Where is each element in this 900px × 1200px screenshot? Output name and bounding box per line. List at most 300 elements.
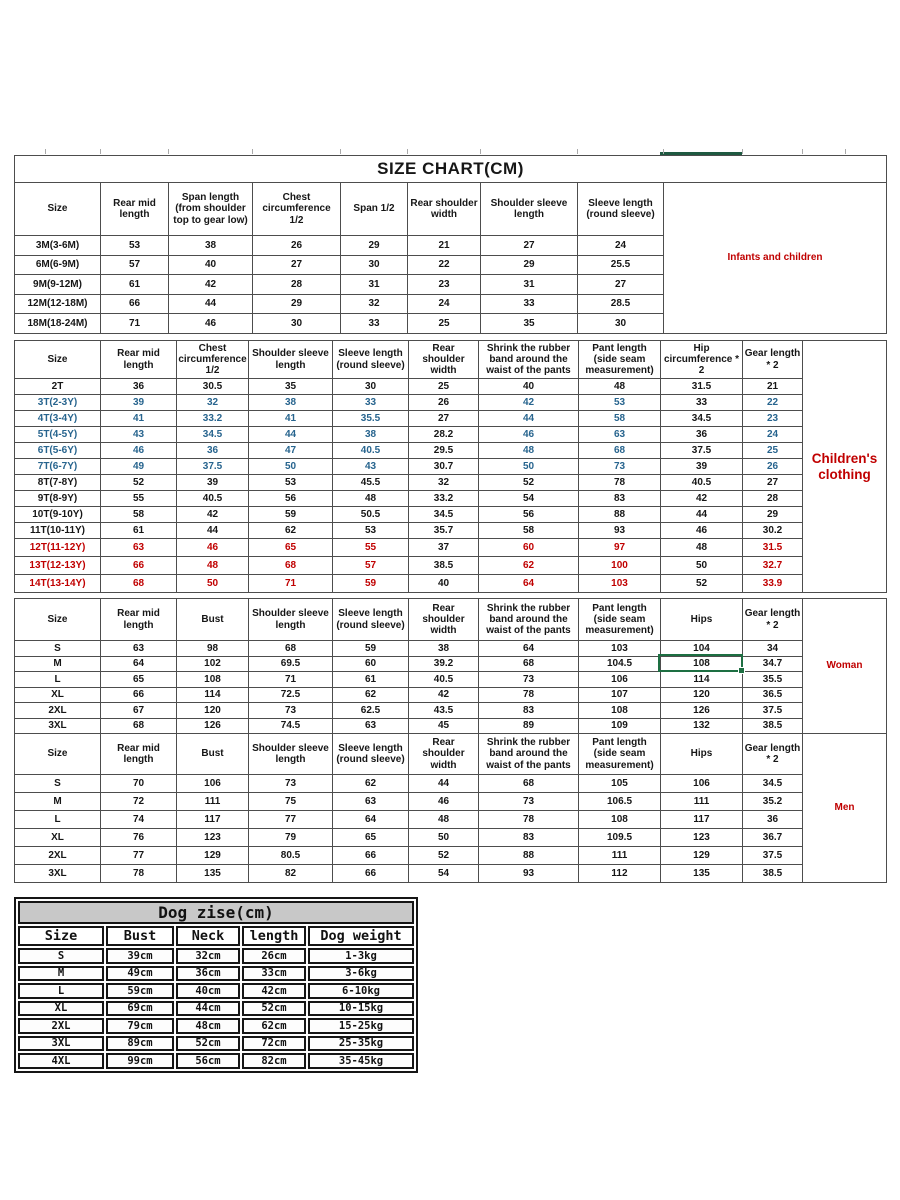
- size-value-cell: 40.5: [661, 475, 743, 491]
- dog-table-title-row: [18, 901, 414, 924]
- size-value-cell: 105: [579, 775, 661, 793]
- row-size-label: 3M(3-6M): [15, 236, 101, 256]
- page-title: SIZE CHART(CM): [15, 156, 887, 183]
- size-value-cell: 28.5: [578, 294, 664, 314]
- size-value-cell: 104.5: [579, 656, 661, 672]
- size-value-cell: 28: [743, 491, 803, 507]
- size-value-cell: 73: [249, 775, 333, 793]
- size-value-cell: 48: [409, 811, 479, 829]
- dog-value-cell: 10-15kg: [308, 1001, 414, 1017]
- gridline-tick: [480, 149, 481, 154]
- size-value-cell: 83: [479, 703, 579, 719]
- size-value-cell: 24: [408, 294, 481, 314]
- row-size-label: 2XL: [15, 703, 101, 719]
- size-value-cell: 58: [579, 411, 661, 427]
- gridline-tick: [45, 149, 46, 154]
- row-size-label: M: [15, 656, 101, 672]
- size-value-cell: 111: [579, 847, 661, 865]
- row-size-label: 6T(5-6Y): [15, 443, 101, 459]
- size-value-cell: 68: [579, 443, 661, 459]
- size-value-cell: 46: [169, 314, 253, 334]
- size-value-cell: 71: [101, 314, 169, 334]
- gridline-tick: [577, 149, 578, 154]
- size-value-cell: 64: [479, 641, 579, 657]
- size-value-cell: 37.5: [661, 443, 743, 459]
- size-value-cell: 50.5: [333, 507, 409, 523]
- size-value-cell: 46: [479, 427, 579, 443]
- dog-value-cell: 52cm: [242, 1001, 306, 1017]
- size-value-cell: 66: [333, 865, 409, 883]
- size-value-cell: 27: [578, 275, 664, 295]
- size-value-cell: 33.2: [177, 411, 249, 427]
- size-value-cell: 29: [341, 236, 408, 256]
- size-value-cell: 30: [253, 314, 341, 334]
- size-value-cell: 55: [101, 491, 177, 507]
- size-value-cell: 38.5: [743, 865, 803, 883]
- size-value-cell: 32: [409, 475, 479, 491]
- size-value-cell: 45: [409, 718, 479, 734]
- size-value-cell: 49: [101, 459, 177, 475]
- size-value-cell: 111: [661, 793, 743, 811]
- col-header: Shoulder sleeve length: [249, 734, 333, 775]
- size-value-cell: 63: [101, 539, 177, 557]
- size-value-cell: 135: [661, 865, 743, 883]
- dog-value-cell: 48cm: [176, 1018, 240, 1034]
- size-value-cell: 126: [661, 703, 743, 719]
- size-value-cell: 48: [177, 557, 249, 575]
- size-value-cell: 68: [101, 718, 177, 734]
- size-value-cell: 33: [341, 314, 408, 334]
- size-value-cell: 43.5: [409, 703, 479, 719]
- size-value-cell: 135: [177, 865, 249, 883]
- size-value-cell: 30.7: [409, 459, 479, 475]
- size-value-cell: 40: [409, 575, 479, 593]
- size-value-cell: 52: [479, 475, 579, 491]
- size-value-cell: 37.5: [177, 459, 249, 475]
- size-value-cell: 53: [101, 236, 169, 256]
- col-header: Gear length * 2: [743, 734, 803, 775]
- size-value-cell: 60: [333, 656, 409, 672]
- size-value-cell: 53: [333, 523, 409, 539]
- dog-value-cell: 82cm: [242, 1053, 306, 1069]
- size-value-cell: 41: [101, 411, 177, 427]
- size-value-cell: 31: [341, 275, 408, 295]
- size-value-cell: 106: [661, 775, 743, 793]
- gridline-tick: [802, 149, 803, 154]
- size-value-cell: 27: [253, 255, 341, 275]
- size-value-cell: 61: [101, 523, 177, 539]
- size-value-cell: 30: [341, 255, 408, 275]
- group-label: Woman: [803, 599, 887, 734]
- size-value-cell: 108: [579, 811, 661, 829]
- col-header: Chest circumference 1/2: [253, 183, 341, 236]
- size-value-cell: 40.5: [333, 443, 409, 459]
- row-size-label: 9T(8-9Y): [15, 491, 101, 507]
- size-value-cell: 78: [479, 687, 579, 703]
- size-value-cell: 32: [341, 294, 408, 314]
- size-value-cell: 52: [409, 847, 479, 865]
- col-header: Pant length (side seam measurement): [579, 734, 661, 775]
- size-value-cell: 56: [249, 491, 333, 507]
- gridline-tick: [252, 149, 253, 154]
- dog-col-header: length: [242, 926, 306, 946]
- col-header: Rear mid length: [101, 599, 177, 641]
- dog-value-cell: 52cm: [176, 1036, 240, 1052]
- size-value-cell: 35: [249, 379, 333, 395]
- size-value-cell: 93: [579, 523, 661, 539]
- size-value-cell: 103: [579, 641, 661, 657]
- size-value-cell: 43: [101, 427, 177, 443]
- size-value-cell: 62: [333, 687, 409, 703]
- size-value-cell: 59: [333, 641, 409, 657]
- size-value-cell: 53: [579, 395, 661, 411]
- size-value-cell: 48: [479, 443, 579, 459]
- size-value-cell: 83: [579, 491, 661, 507]
- size-value-cell: 89: [479, 718, 579, 734]
- dog-value-cell: 79cm: [106, 1018, 174, 1034]
- row-size-label: L: [15, 672, 101, 688]
- size-value-cell: 82: [249, 865, 333, 883]
- size-value-cell: 36: [101, 379, 177, 395]
- size-value-cell: 50: [409, 829, 479, 847]
- size-value-cell: 78: [101, 865, 177, 883]
- row-size-label: L: [15, 811, 101, 829]
- col-header: Sleeve length (round sleeve): [578, 183, 664, 236]
- size-value-cell: 63: [579, 427, 661, 443]
- size-value-cell: 42: [661, 491, 743, 507]
- size-value-cell: 55: [333, 539, 409, 557]
- size-value-cell: 38: [169, 236, 253, 256]
- col-header: Shoulder sleeve length: [249, 341, 333, 379]
- size-value-cell: 74.5: [249, 718, 333, 734]
- size-value-cell: 123: [661, 829, 743, 847]
- size-value-cell: 28.2: [409, 427, 479, 443]
- size-value-cell: 47: [249, 443, 333, 459]
- chart-title-row: [15, 156, 887, 183]
- row-size-label: 12M(12-18M): [15, 294, 101, 314]
- size-value-cell: 25: [408, 314, 481, 334]
- size-value-cell: 73: [249, 703, 333, 719]
- col-header: Sleeve length (round sleeve): [333, 599, 409, 641]
- woman-size-table: [14, 598, 887, 734]
- dog-value-cell: 99cm: [106, 1053, 174, 1069]
- size-value-cell: 48: [579, 379, 661, 395]
- size-value-cell: 32.7: [743, 557, 803, 575]
- size-value-cell: 59: [249, 507, 333, 523]
- size-value-cell: 129: [661, 847, 743, 865]
- size-value-cell: 22: [743, 395, 803, 411]
- gridline-tick: [663, 149, 664, 154]
- size-value-cell: 33.2: [409, 491, 479, 507]
- size-value-cell: 44: [409, 775, 479, 793]
- size-value-cell: 35.2: [743, 793, 803, 811]
- size-value-cell: 62: [249, 523, 333, 539]
- dog-value-cell: 32cm: [176, 948, 240, 964]
- col-header: Shrink the rubber band around the waist of the pants: [479, 599, 579, 641]
- col-header: Rear shoulder width: [409, 734, 479, 775]
- dog-value-cell: 42cm: [242, 983, 306, 999]
- size-value-cell: 77: [101, 847, 177, 865]
- col-header: Span length (from shoulder top to gear low): [169, 183, 253, 236]
- size-value-cell: 39: [177, 475, 249, 491]
- size-value-cell: 28: [253, 275, 341, 295]
- col-header: Shoulder sleeve length: [481, 183, 578, 236]
- size-value-cell: 50: [479, 459, 579, 475]
- size-value-cell: 27: [743, 475, 803, 491]
- size-value-cell: 83: [479, 829, 579, 847]
- size-value-cell: 30.5: [177, 379, 249, 395]
- size-value-cell: 106.5: [579, 793, 661, 811]
- row-size-label: 11T(10-11Y): [15, 523, 101, 539]
- size-value-cell: 72: [101, 793, 177, 811]
- size-value-cell: 61: [333, 672, 409, 688]
- size-value-cell: 26: [409, 395, 479, 411]
- column-selection-marker: [660, 152, 742, 155]
- dog-row-size-label: L: [18, 983, 104, 999]
- size-value-cell: 123: [177, 829, 249, 847]
- dog-value-cell: 6-10kg: [308, 983, 414, 999]
- size-value-cell: 40.5: [409, 672, 479, 688]
- size-value-cell: 68: [479, 656, 579, 672]
- size-value-cell: 71: [249, 672, 333, 688]
- dog-value-cell: 56cm: [176, 1053, 240, 1069]
- dog-value-cell: 26cm: [242, 948, 306, 964]
- dog-value-cell: 36cm: [176, 966, 240, 982]
- size-value-cell: 62.5: [333, 703, 409, 719]
- col-header: Size: [15, 734, 101, 775]
- size-value-cell: 34.5: [409, 507, 479, 523]
- size-value-cell: 73: [579, 459, 661, 475]
- size-value-cell: 74: [101, 811, 177, 829]
- size-value-cell: 34: [743, 641, 803, 657]
- size-value-cell: 35.7: [409, 523, 479, 539]
- size-value-cell: 43: [333, 459, 409, 475]
- size-value-cell: 36: [177, 443, 249, 459]
- row-size-label: XL: [15, 829, 101, 847]
- col-header: Shrink the rubber band around the waist of the pants: [479, 734, 579, 775]
- size-value-cell: 108: [177, 672, 249, 688]
- size-value-cell: 34.5: [661, 411, 743, 427]
- size-value-cell: 112: [579, 865, 661, 883]
- size-value-cell: 30: [578, 314, 664, 334]
- dog-col-header: Neck: [176, 926, 240, 946]
- dog-value-cell: 62cm: [242, 1018, 306, 1034]
- size-value-cell: 53: [249, 475, 333, 491]
- size-value-cell: 30.2: [743, 523, 803, 539]
- size-value-cell: 34.5: [743, 775, 803, 793]
- col-header: Rear shoulder width: [409, 341, 479, 379]
- size-value-cell: 27: [409, 411, 479, 427]
- col-header: Bust: [177, 599, 249, 641]
- dog-value-cell: 69cm: [106, 1001, 174, 1017]
- size-value-cell: 42: [169, 275, 253, 295]
- size-value-cell: 66: [101, 557, 177, 575]
- dog-value-cell: 1-3kg: [308, 948, 414, 964]
- size-value-cell: 108: [661, 656, 743, 672]
- size-value-cell: 129: [177, 847, 249, 865]
- size-value-cell: 63: [333, 793, 409, 811]
- size-value-cell: 107: [579, 687, 661, 703]
- size-value-cell: 64: [101, 656, 177, 672]
- size-value-cell: 117: [661, 811, 743, 829]
- col-header: Size: [15, 183, 101, 236]
- col-header: Gear length * 2: [743, 599, 803, 641]
- col-header: Sleeve length (round sleeve): [333, 734, 409, 775]
- col-header: Hip circumference * 2: [661, 341, 743, 379]
- size-value-cell: 29: [743, 507, 803, 523]
- size-value-cell: 37.5: [743, 847, 803, 865]
- size-value-cell: 36: [743, 811, 803, 829]
- size-value-cell: 66: [333, 847, 409, 865]
- size-value-cell: 126: [177, 718, 249, 734]
- row-size-label: 13T(12-13Y): [15, 557, 101, 575]
- size-value-cell: 71: [249, 575, 333, 593]
- size-value-cell: 38.5: [409, 557, 479, 575]
- size-value-cell: 33.9: [743, 575, 803, 593]
- size-value-cell: 88: [579, 507, 661, 523]
- size-value-cell: 61: [101, 275, 169, 295]
- dog-value-cell: 39cm: [106, 948, 174, 964]
- size-value-cell: 52: [101, 475, 177, 491]
- gridline-tick: [100, 149, 101, 154]
- size-value-cell: 79: [249, 829, 333, 847]
- size-value-cell: 25: [409, 379, 479, 395]
- size-value-cell: 65: [249, 539, 333, 557]
- row-size-label: 2XL: [15, 847, 101, 865]
- row-size-label: 14T(13-14Y): [15, 575, 101, 593]
- size-value-cell: 65: [333, 829, 409, 847]
- row-size-label: 3T(2-3Y): [15, 395, 101, 411]
- dog-col-header: Size: [18, 926, 104, 946]
- row-size-label: 9M(9-12M): [15, 275, 101, 295]
- size-value-cell: 41: [249, 411, 333, 427]
- size-value-cell: 36.5: [743, 687, 803, 703]
- size-value-cell: 38: [249, 395, 333, 411]
- size-value-cell: 76: [101, 829, 177, 847]
- children-size-table: [14, 340, 887, 593]
- dog-col-header: Bust: [106, 926, 174, 946]
- size-value-cell: 50: [249, 459, 333, 475]
- size-value-cell: 44: [661, 507, 743, 523]
- men-size-table: [14, 733, 887, 883]
- row-size-label: 2T: [15, 379, 101, 395]
- size-value-cell: 38.5: [743, 718, 803, 734]
- size-value-cell: 35.5: [743, 672, 803, 688]
- size-value-cell: 39: [661, 459, 743, 475]
- col-header: Pant length (side seam measurement): [579, 341, 661, 379]
- size-value-cell: 44: [249, 427, 333, 443]
- size-value-cell: 93: [479, 865, 579, 883]
- size-value-cell: 45.5: [333, 475, 409, 491]
- size-value-cell: 108: [579, 703, 661, 719]
- size-value-cell: 62: [479, 557, 579, 575]
- size-value-cell: 40: [479, 379, 579, 395]
- col-header: Rear shoulder width: [408, 183, 481, 236]
- col-header: Size: [15, 341, 101, 379]
- dog-row-size-label: 3XL: [18, 1036, 104, 1052]
- group-label: Children's clothing: [803, 341, 887, 593]
- col-header: Sleeve length (round sleeve): [333, 341, 409, 379]
- dog-value-cell: 33cm: [242, 966, 306, 982]
- col-header: Bust: [177, 734, 249, 775]
- size-value-cell: 48: [661, 539, 743, 557]
- gridline-tick: [407, 149, 408, 154]
- dog-value-cell: 89cm: [106, 1036, 174, 1052]
- size-value-cell: 29: [481, 255, 578, 275]
- size-value-cell: 25: [743, 443, 803, 459]
- col-header: Rear mid length: [101, 341, 177, 379]
- dog-value-cell: 15-25kg: [308, 1018, 414, 1034]
- size-value-cell: 27: [481, 236, 578, 256]
- dog-value-cell: 40cm: [176, 983, 240, 999]
- row-size-label: XL: [15, 687, 101, 703]
- size-value-cell: 114: [177, 687, 249, 703]
- size-value-cell: 75: [249, 793, 333, 811]
- gridline-tick: [742, 149, 743, 154]
- size-value-cell: 68: [249, 641, 333, 657]
- dog-row-size-label: XL: [18, 1001, 104, 1017]
- size-value-cell: 35: [481, 314, 578, 334]
- size-value-cell: 63: [333, 718, 409, 734]
- row-size-label: S: [15, 641, 101, 657]
- size-value-cell: 26: [253, 236, 341, 256]
- col-header: Rear mid length: [101, 183, 169, 236]
- size-value-cell: 117: [177, 811, 249, 829]
- size-value-cell: 98: [177, 641, 249, 657]
- dog-size-table: [14, 897, 418, 1073]
- dog-value-cell: 49cm: [106, 966, 174, 982]
- size-value-cell: 132: [661, 718, 743, 734]
- size-value-cell: 21: [408, 236, 481, 256]
- col-header: Shoulder sleeve length: [249, 599, 333, 641]
- dog-table-title: Dog zise(cm): [18, 901, 414, 924]
- size-value-cell: 57: [333, 557, 409, 575]
- size-value-cell: 38: [333, 427, 409, 443]
- col-header: Hips: [661, 734, 743, 775]
- size-value-cell: 63: [101, 641, 177, 657]
- size-value-cell: 48: [333, 491, 409, 507]
- col-header: Chest circumference 1/2: [177, 341, 249, 379]
- size-value-cell: 120: [661, 687, 743, 703]
- size-value-cell: 68: [101, 575, 177, 593]
- size-value-cell: 33: [333, 395, 409, 411]
- size-value-cell: 29: [253, 294, 341, 314]
- size-value-cell: 42: [479, 395, 579, 411]
- size-value-cell: 42: [409, 687, 479, 703]
- size-value-cell: 62: [333, 775, 409, 793]
- size-value-cell: 24: [578, 236, 664, 256]
- group-label: Men: [803, 734, 887, 883]
- dog-value-cell: 35-45kg: [308, 1053, 414, 1069]
- dog-col-header: Dog weight: [308, 926, 414, 946]
- col-header: Gear length * 2: [743, 341, 803, 379]
- row-size-label: 7T(6-7Y): [15, 459, 101, 475]
- size-value-cell: 78: [479, 811, 579, 829]
- infants-size-table: [14, 155, 887, 334]
- size-value-cell: 29.5: [409, 443, 479, 459]
- size-value-cell: 68: [249, 557, 333, 575]
- size-value-cell: 114: [661, 672, 743, 688]
- size-value-cell: 102: [177, 656, 249, 672]
- size-value-cell: 65: [101, 672, 177, 688]
- size-value-cell: 66: [101, 294, 169, 314]
- size-value-cell: 46: [177, 539, 249, 557]
- size-value-cell: 31.5: [661, 379, 743, 395]
- size-value-cell: 59: [333, 575, 409, 593]
- size-value-cell: 58: [479, 523, 579, 539]
- size-value-cell: 50: [661, 557, 743, 575]
- col-header: Span 1/2: [341, 183, 408, 236]
